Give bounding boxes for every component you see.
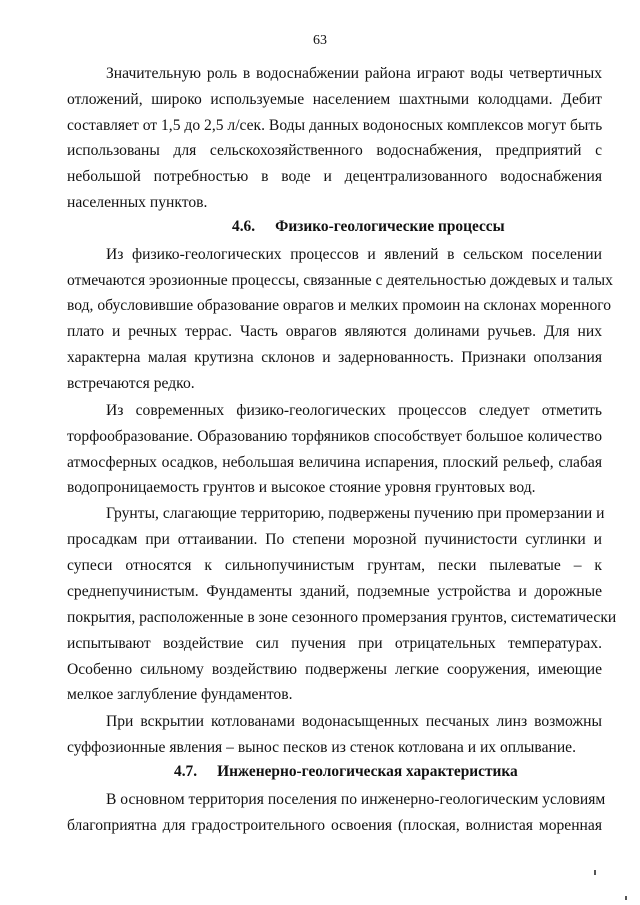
text-line: встречаются редко.: [67, 375, 195, 392]
text-line: мелкое заглубление фундаментов.: [67, 686, 293, 703]
text-line: Особенно сильному воздействию подвержены легкие сооружения, имеющие: [67, 661, 602, 678]
section-heading-4-7: [174, 763, 518, 781]
text-line: просадкам при оттаивании. По степени морозной пучинистости суглинки и: [67, 531, 602, 548]
text-line: плато и речных террас. Часть оврагов являются долинами ручьев. Для них: [67, 323, 602, 340]
section-number: 4.6.: [232, 218, 256, 235]
scan-speck: [594, 870, 596, 875]
text-line: атмосферных осадков, небольшая величина испарения, плоский рельеф, слабая: [67, 454, 602, 471]
text-line: суффозионные явления – вынос песков из стенок котлована и их оплывание.: [67, 739, 576, 756]
text-line: супеси относятся к сильнопучинистым грунтам, пески пылеватые – к: [67, 557, 602, 574]
text-line: вод, обусловившие образование оврагов и мелких промоин на склонах моренного: [67, 297, 612, 314]
page-number: 63: [313, 33, 327, 48]
text-line: испытывают воздействие сил пучения при отрицательных температурах.: [67, 635, 602, 652]
text-line: составляет от 1,5 до 2,5 л/сек. Воды данных водоносных комплексов могут быть: [67, 117, 603, 134]
scan-speck: [625, 896, 627, 900]
text-line: благоприятна для градостроительного освоения (плоская, волнистая моренная: [67, 817, 602, 834]
section-number: 4.7.: [174, 763, 198, 780]
text-line: Значительную роль в водоснабжении района играют воды четвертичных: [106, 65, 602, 82]
text-line: использованы для сельскохозяйственного водоснабжения, предприятий с: [67, 142, 602, 159]
text-line: покрытия, расположенные в зоне сезонного промерзания грунтов, систематически: [67, 609, 617, 626]
section-heading-4-6: [232, 218, 505, 236]
text-line: торфообразование. Образованию торфяников способствует большое количество: [67, 428, 602, 445]
text-line: небольшой потребностью в воде и децентрализованного водоснабжения: [67, 168, 602, 185]
section-title: Физико-геологические процессы: [275, 218, 505, 235]
text-line: При вскрытии котлованами водонасыщенных песчаных линз возможны: [106, 713, 602, 730]
text-line: отмечаются эрозионные процессы, связанные с деятельностью дождевых и талых: [67, 272, 613, 289]
text-line: Из физико-геологических процессов и явлений в сельском поселении: [106, 246, 602, 263]
text-line: населенных пунктов.: [67, 194, 208, 211]
text-line: Из современных физико-геологических процессов следует отметить: [106, 402, 602, 419]
text-line: характерна малая крутизна склонов и задернованность. Признаки оползания: [67, 349, 602, 366]
section-title: Инженерно-геологическая характеристика: [217, 763, 518, 780]
text-line: водопроницаемость грунтов и высокое стояние уровня грунтовых вод.: [67, 479, 536, 496]
text-line: Грунты, слагающие территорию, подвержены пучению при промерзании и: [106, 505, 605, 522]
text-line: В основном территория поселения по инженерно-геологическим условиям: [106, 791, 606, 808]
text-line: среднепучинистым. Фундаменты зданий, подземные устройства и дорожные: [67, 583, 602, 600]
text-line: отложений, широко используемые населением шахтными колодцами. Дебит: [67, 91, 602, 108]
